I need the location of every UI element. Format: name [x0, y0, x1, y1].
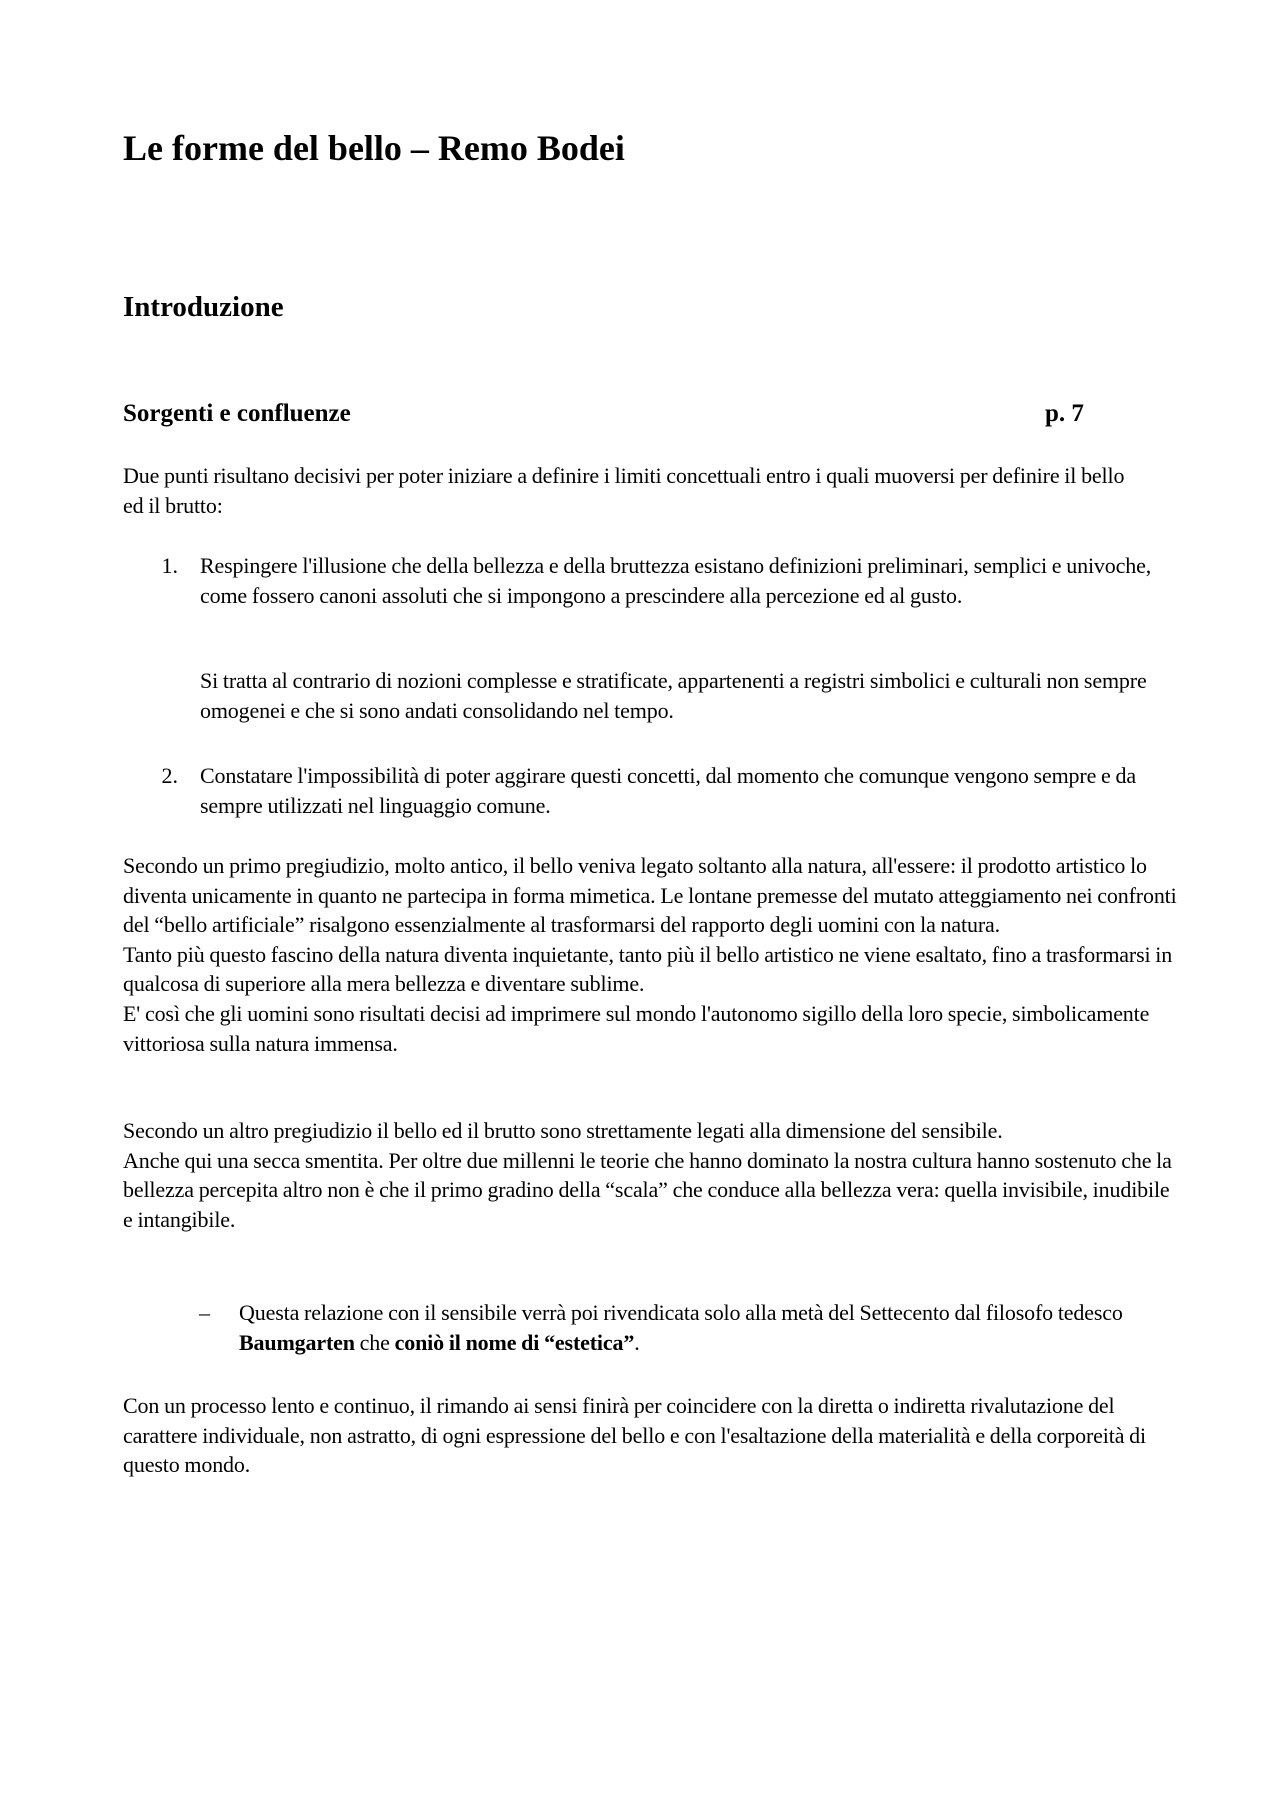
list-item-1-continuation: Si tratta al contrario di nozioni complesse e stratificate, appartenenti a registri simbolici e culturali non sempre omogenei e che si sono andati consolidando nel tempo. — [200, 668, 1147, 723]
estetica-phrase: coniò il nome di “estetica” — [394, 1329, 635, 1355]
list-number-1: 1. — [161, 553, 178, 578]
list-item-2-text: Constatare l'impossibilità di poter aggirare questi concetti, dal momento che comunque vengono sempre e da sempre utilizzati nel linguaggio comune. — [200, 763, 1136, 818]
list-number-2: 2. — [161, 763, 178, 788]
first-prejudice-paragraph — [123, 851, 1183, 1058]
dash-text-middle: che — [354, 1329, 395, 1355]
first-prejudice-line-2: Tanto più questo fascino della natura diventa inquietante, tanto più il bello artistico ne viene esaltato, fino a trasformarsi in qualcosa di superiore alla mera bellezza e diventare sublime. — [123, 941, 1173, 997]
second-prejudice-line-2: Anche qui una secca smentita. Per oltre due millenni le teorie che hanno dominato la nostra cultura hanno sostenuto che la bellezza percepita altro non è che il primo gradino della “scala” che conduce alla bellezza vera: quella invisibile, inudibile e intangibile. — [123, 1147, 1172, 1232]
baumgarten-name: Baumgarten — [239, 1329, 355, 1355]
dash-item-text — [239, 1298, 1169, 1357]
list-item-1-text: Respingere l'illusione che della bellezza e della bruttezza esistano definizioni preliminari, semplici e univoche, come fossero canoni assoluti che si impongono a prescindere alla percezione ed al gusto. — [200, 553, 1152, 608]
dash-text-before: Questa relazione con il sensibile verrà poi rivendicata solo alla metà del Settecento dal filosofo tedesco — [239, 1300, 1123, 1325]
conclusion-paragraph: Con un processo lento e continuo, il rimando ai sensi finirà per coincidere con la diretta o indiretta rivalutazione del carattere individuale, non astratto, di ogni espressione del bello e con l'esaltazione della materialità e della corporeità di questo mondo. — [123, 1393, 1146, 1478]
first-prejudice-line-3: E' così che gli uomini sono risultati decisi ad imprimere sul mondo l'autonomo sigillo della loro specie, simbolicamente vittoriosa sulla natura immensa. — [123, 1000, 1150, 1056]
dash-text-after: . — [634, 1329, 640, 1355]
dash-bullet: – — [199, 1300, 210, 1325]
intro-paragraph: Due punti risultano decisivi per poter iniziare a definire i limiti concettuali entro i quali muoversi per definire il bello ed il brutto: — [123, 463, 1125, 518]
chapter-title: Introduzione — [123, 291, 284, 323]
second-prejudice-line-1: Secondo un altro pregiudizio il bello ed il brutto sono strettamente legati alla dimensione del sensibile. — [123, 1118, 1003, 1143]
first-prejudice-line-1: Secondo un primo pregiudizio, molto antico, il bello veniva legato soltanto alla natura, all'essere: il prodotto artistico lo diventa unicamente in quanto ne partecipa in forma mimetica. Le lontane premesse del mutato atteggiamento nei confronti del “bello artificiale” risalgono essenzialmente al trasformarsi del rapporto degli uomini con la natura. — [123, 853, 1177, 938]
section-heading — [123, 398, 1091, 432]
document-title: Le forme del bello – Remo Bodei — [123, 128, 625, 168]
section-page-number: p. 7 — [1045, 400, 1084, 427]
second-prejudice-paragraph — [123, 1116, 1183, 1234]
section-title: Sorgenti e confluenze — [123, 400, 351, 427]
